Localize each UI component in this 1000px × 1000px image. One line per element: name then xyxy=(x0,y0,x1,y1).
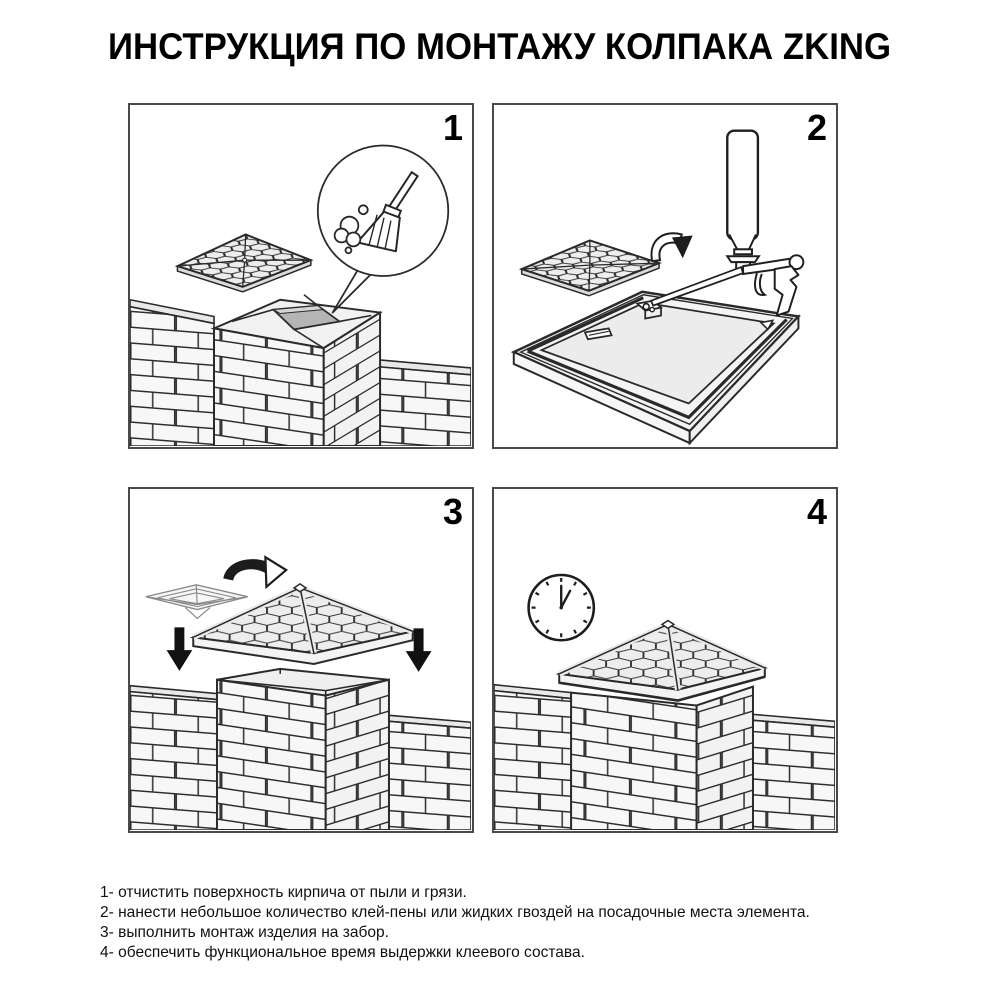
panel-number: 3 xyxy=(442,491,463,532)
clock-icon xyxy=(529,575,594,640)
panel-4 xyxy=(492,487,838,833)
cap-flipped-small xyxy=(146,585,248,619)
wall-left xyxy=(130,686,217,830)
cap-product xyxy=(177,234,310,291)
brick-pillar xyxy=(217,669,389,830)
down-arrow-left xyxy=(167,627,193,670)
panel-2 xyxy=(492,103,838,449)
wall-right xyxy=(753,714,835,830)
wall-left xyxy=(130,300,214,446)
panel-3 xyxy=(128,487,474,833)
foam-gun-icon xyxy=(643,131,803,316)
wall-right xyxy=(380,360,471,446)
panel-number: 1 xyxy=(442,107,463,148)
instruction-line: 4- обеспечить функциональное время выдержки клеевого состава. xyxy=(100,944,585,961)
cap-installed xyxy=(559,620,765,700)
brick-pillar xyxy=(571,687,753,830)
cap-product-small xyxy=(522,240,659,295)
instruction-line: 3- выполнить монтаж изделия на забор. xyxy=(100,924,389,941)
panel-1 xyxy=(128,103,474,449)
instruction-line: 2- нанести небольшое количество клей-пены или жидких гвоздей на посадочные места элемента. xyxy=(100,904,810,921)
panel-3-illustration xyxy=(130,489,471,830)
wall-right xyxy=(389,715,471,830)
flip-arrow-icon xyxy=(224,557,286,587)
panel-2-illustration xyxy=(494,105,835,446)
panel-number: 4 xyxy=(806,491,827,532)
instructions-list xyxy=(100,883,832,963)
panel-number: 2 xyxy=(806,107,827,148)
cap-underside-tray xyxy=(514,292,799,443)
flip-arrow-icon xyxy=(652,233,693,261)
page-title: ИНСТРУКЦИЯ ПО МОНТАЖУ КОЛПАКА ZKING xyxy=(108,26,892,67)
panel-4-illustration xyxy=(494,489,835,830)
panel-1-illustration xyxy=(130,105,471,446)
wall-left xyxy=(494,685,571,830)
instruction-line: 1- отчистить поверхность кирпича от пыли и грязи. xyxy=(100,884,467,901)
brick-pillar xyxy=(214,295,380,446)
